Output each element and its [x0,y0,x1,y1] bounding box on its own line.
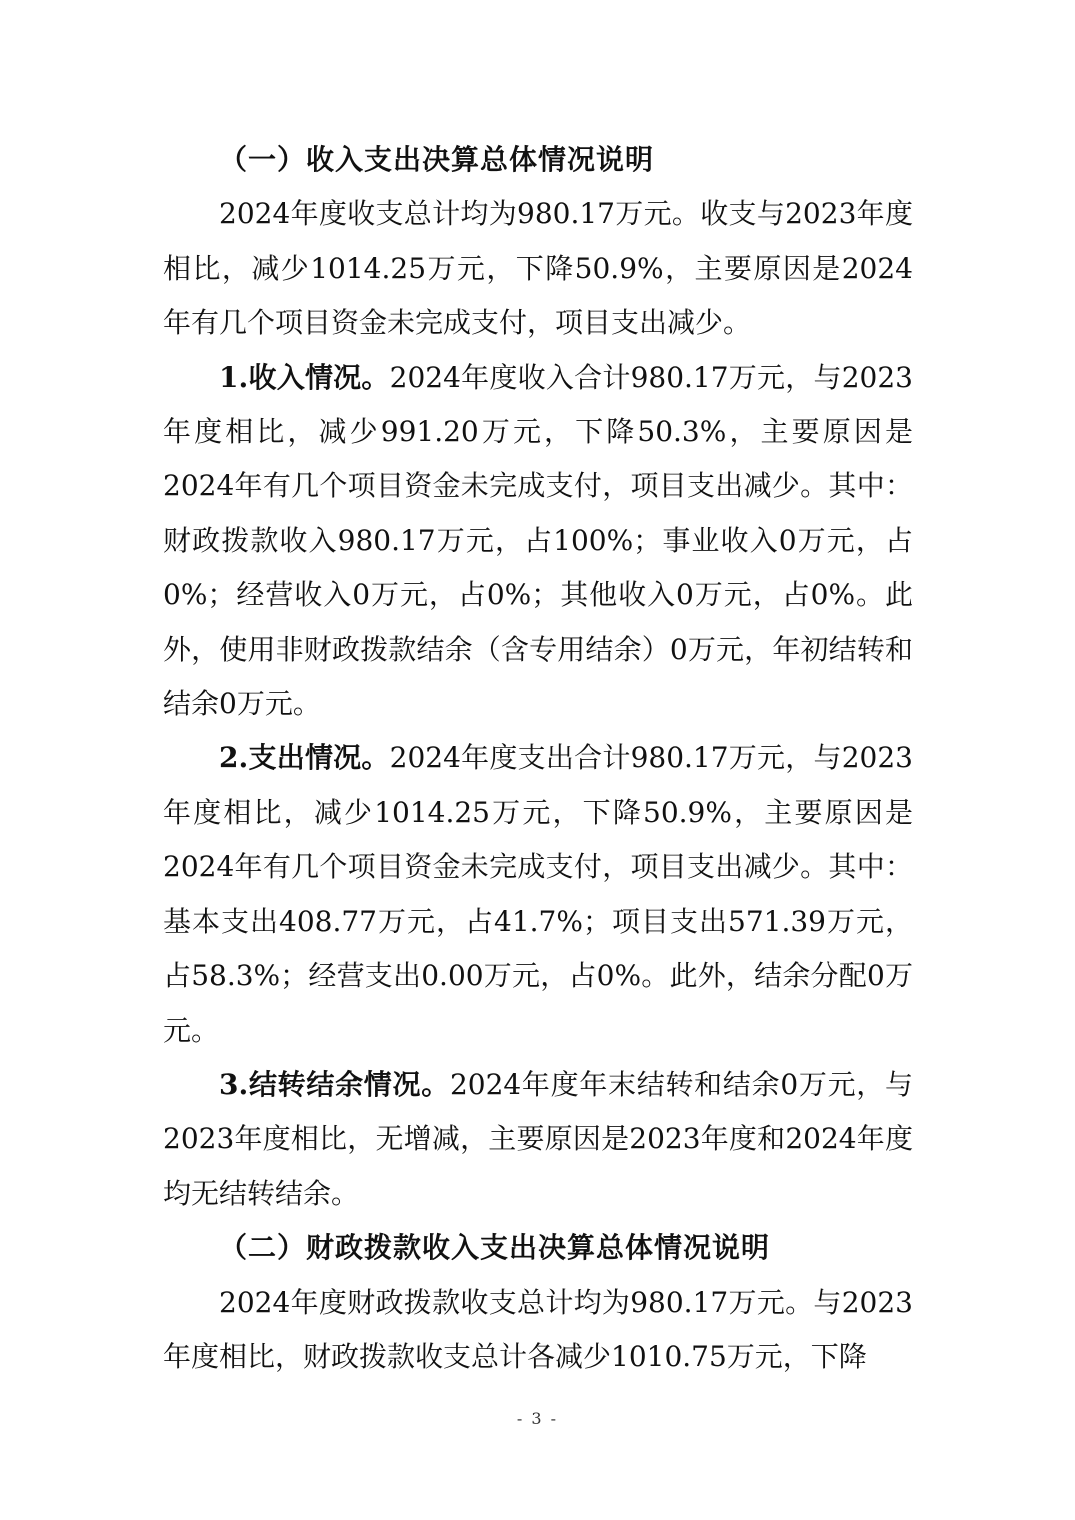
income-text: 2024年度收入合计980.17万元，与2023年度相比，减少991.20万元，下降50.3%，主要原因是2024年有几个项目资金未完成支付，项目支出减少。其中：财政拨款收入980.17万元，占100%；事业收入0万元，占0%；经营收入0万元，占0%；其他收入0万元，占0%。此外，使用非财政拨款结余（含专用结余）0万元，年初结转和结余0万元。 [163,360,913,721]
expenditure-paragraph [163,731,913,1057]
document-body [163,133,913,1384]
page-number: - 3 - [516,1409,559,1428]
carryover-text: 2024年度年末结转和结余0万元，与2023年度相比，无增减，主要原因是2023年度和2024年度均无结转结余。 [163,1067,913,1210]
section-heading-overall: （一）收入支出决算总体情况说明 [219,143,655,176]
income-paragraph [163,351,913,732]
expenditure-text: 2024年度支出合计980.17万元，与2023年度相比，减少1014.25万元，下降50.9%，主要原因是2024年有几个项目资金未完成支付，项目支出减少。其中：基本支出408.77万元，占41.7%；项目支出571.39万元，占58.3%；经营支出0.00万元，占0%。此外，结余分配0万元。 [163,741,913,1047]
income-subheading: 1.收入情况。 [219,360,390,394]
overall-summary-paragraph: 2024年度收支总计均为980.17万元。收支与2023年度相比，减少1014.25万元，下降50.9%，主要原因是2024年有几个项目资金未完成支付，项目支出减少。 [163,197,913,340]
carryover-paragraph [163,1058,913,1221]
carryover-subheading: 3.结转结余情况。 [219,1067,450,1101]
fiscal-summary-paragraph: 2024年度财政拨款收支总计均为980.17万元。与2023年度相比，财政拨款收支总计各减少1010.75万元，下降 [163,1285,913,1373]
section-heading-fiscal: （二）财政拨款收入支出决算总体情况说明 [219,1231,771,1265]
expenditure-subheading: 2.支出情况。 [219,741,390,775]
